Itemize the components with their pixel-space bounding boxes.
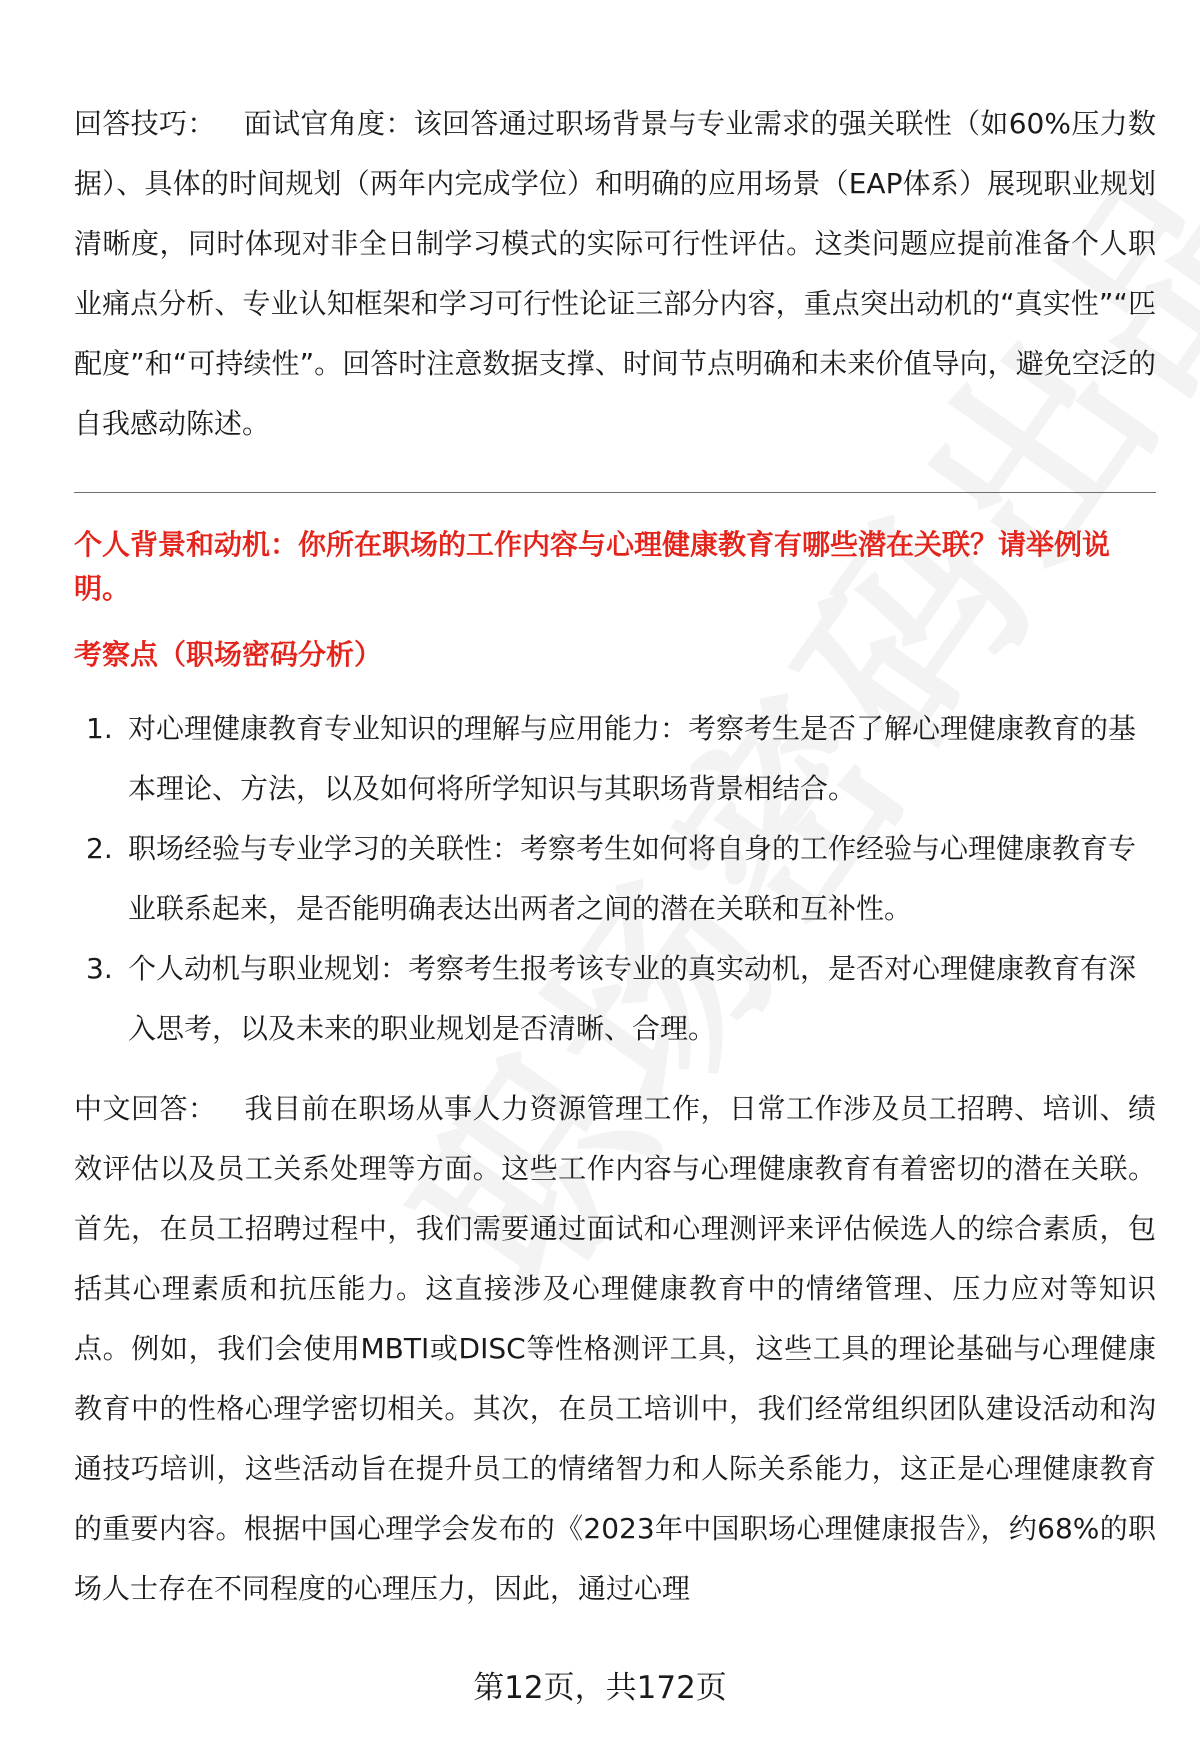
answer-tips-text: 面试官角度：该回答通过职场背景与专业需求的强关联性（如60%压力数据）、具体的时间规划（两年内完成学位）和明确的应用场景（EAP体系）展现职业规划清晰度，同时体现对非全日制学习模式的实际可行性评估。这类问题应提前准备个人职业痛点分析、专业认知框架和学习可行性论证三部分内容，重点突出动机的“真实性”“匹配度”和“可持续性”。回答时注意数据支撑、时间节点明确和未来价值导向，避免空泛的自我感动陈述。 <box>74 107 1156 440</box>
exam-point-number: 1. <box>86 712 113 745</box>
exam-point-item <box>74 939 1156 1059</box>
exam-point-number: 2. <box>86 832 113 865</box>
exam-point-text: 对心理健康教育专业知识的理解与应用能力：考察考生是否了解心理健康教育的基本理论、方法，以及如何将所学知识与其职场背景相结合。 <box>128 712 1137 805</box>
answer-tips-label: 回答技巧： <box>74 107 216 140</box>
chinese-answer-text: 我目前在职场从事人力资源管理工作，日常工作涉及员工招聘、培训、绩效评估以及员工关系处理等方面。这些工作内容与心理健康教育有着密切的潜在关联。首先，在员工招聘过程中，我们需要通过面试和心理测评来评估候选人的综合素质，包括其心理素质和抗压能力。这直接涉及心理健康教育中的情绪管理、压力应对等知识点。例如，我们会使用MBTI或DISC等性格测评工具，这些工具的理论基础与心理健康教育中的性格心理学密切相关。其次，在员工培训中，我们经常组织团队建设活动和沟通技巧培训，这些活动旨在提升员工的情绪智力和人际关系能力，这正是心理健康教育的重要内容。根据中国心理学会发布的《2023年中国职场心理健康报告》，约68%的职场人士存在不同程度的心理压力，因此，通过心理 <box>74 1092 1156 1605</box>
exam-point-item <box>74 819 1156 939</box>
section-divider <box>74 492 1156 493</box>
page-content <box>74 94 1156 1619</box>
exam-points-heading: 考察点（职场密码分析） <box>74 638 383 671</box>
question-title: 个人背景和动机：你所在职场的工作内容与心理健康教育有哪些潜在关联？请举例说明。 <box>74 528 1111 605</box>
exam-point-number: 3. <box>86 952 113 985</box>
exam-points-list <box>74 699 1156 1059</box>
answer-tips-paragraph <box>74 94 1156 454</box>
chinese-answer-label: 中文回答： <box>74 1092 217 1125</box>
exam-point-item <box>74 699 1156 819</box>
page-number: 第12页，共172页 <box>473 1670 727 1706</box>
chinese-answer-paragraph <box>74 1079 1156 1619</box>
exam-point-text: 个人动机与职业规划：考察考生报考该专业的真实动机，是否对心理健康教育有深入思考，以及未来的职业规划是否清晰、合理。 <box>128 952 1137 1045</box>
exam-point-text: 职场经验与专业学习的关联性：考察考生如何将自身的工作经验与心理健康教育专业联系起来，是否能明确表达出两者之间的潜在关联和互补性。 <box>128 832 1137 925</box>
